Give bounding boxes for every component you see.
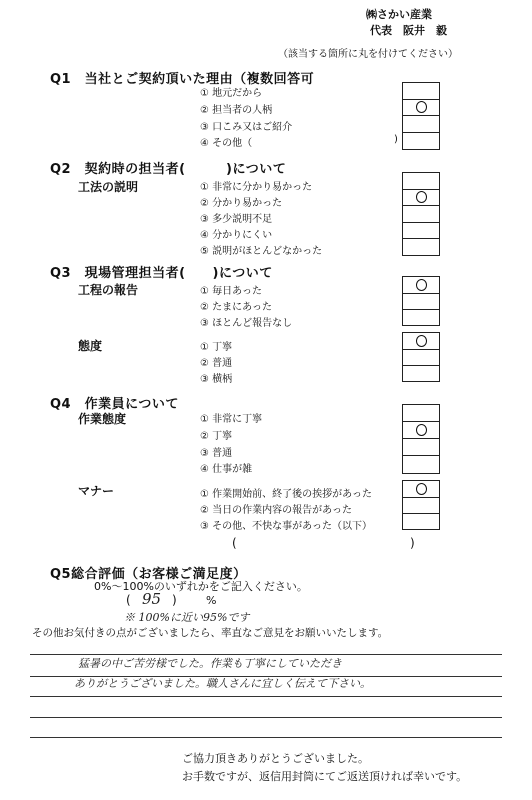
answer-cell[interactable]	[403, 350, 439, 367]
comment-handwritten-2[interactable]: ありがとうございました。職人さんに宜しく伝えて下さい。	[74, 677, 371, 690]
comment-line	[30, 737, 502, 738]
q1-option-3: ③ 口こみ又はご紹介	[200, 122, 293, 133]
q2-option-5: ⑤ 説明がほとんどなかった	[200, 246, 323, 257]
answer-cell-selected[interactable]	[403, 422, 439, 439]
answer-cell[interactable]	[403, 310, 439, 324]
answer-cell[interactable]	[403, 116, 439, 133]
circle-mark-icon	[416, 101, 427, 113]
q4-title: Q4 作業員について	[50, 397, 179, 412]
answer-cell-selected[interactable]	[403, 333, 439, 350]
company-name: ㈱さかい産業	[366, 8, 432, 21]
q2-option-4: ④ 分かりにくい	[200, 230, 273, 241]
answer-cell[interactable]	[403, 405, 439, 422]
q2-answer-box	[402, 172, 440, 256]
answer-cell-selected[interactable]	[403, 190, 439, 207]
answer-cell[interactable]	[403, 83, 439, 100]
comment-line	[30, 696, 502, 697]
comment-handwritten-1[interactable]: 猛暑の中ご苦労様でした。作業も丁寧にしていただき	[78, 657, 342, 670]
answer-cell[interactable]	[403, 223, 439, 240]
q3-option-3: ③ ほとんど報告なし	[200, 318, 293, 329]
q2-subtitle: 工法の説明	[78, 180, 139, 194]
q3-attitude-box	[402, 332, 440, 382]
answer-cell[interactable]	[403, 294, 439, 311]
answer-cell-selected[interactable]	[403, 277, 439, 294]
q5-value[interactable]: 95	[142, 590, 162, 608]
q3-title: Q3 現場管理担当者( )について	[50, 266, 273, 281]
answer-cell[interactable]	[403, 514, 439, 528]
circle-mark-icon	[416, 483, 427, 495]
q3-option2-1: ① 丁寧	[200, 342, 233, 353]
footer-thanks: ご協力頂きありがとうございました。	[182, 752, 369, 765]
answer-cell[interactable]	[403, 133, 439, 149]
q5-instruction: 0%～100%のいずれかをご記入ください。	[94, 580, 308, 593]
q1-other-close: )	[394, 134, 398, 145]
q2-option-3: ③ 多少説明不足	[200, 214, 273, 225]
q4-option-2: ② 丁寧	[200, 431, 233, 442]
q3-subtitle: 工程の報告	[78, 283, 139, 297]
q1-title: Q1 当社とご契約頂いた理由（複数回答可	[50, 72, 315, 87]
q4-manner-box	[402, 480, 440, 530]
circle-mark-icon	[416, 335, 427, 347]
q5-handwritten-note: ※ 100%に近い95%です	[124, 611, 250, 624]
q4-answer-box	[402, 404, 440, 474]
comments-prompt: その他お気付きの点がございましたら、率直なご意見をお願いいたします。	[32, 627, 389, 639]
q4-option-3: ③ 普通	[200, 448, 233, 459]
q4-option-1: ① 非常に丁寧	[200, 414, 263, 425]
circle-mark-icon	[416, 191, 427, 203]
comment-line	[30, 717, 502, 718]
q3-option-2: ② たまにあった	[200, 302, 273, 313]
answer-cell[interactable]	[403, 173, 439, 190]
q3-subtitle-2: 態度	[78, 339, 103, 353]
q5-title: Q5総合評価（お客様ご満足度）	[50, 567, 247, 582]
q3-option2-3: ③ 横柄	[200, 374, 233, 385]
circle-mark-icon	[416, 279, 427, 291]
footer-return-request: お手数ですが、返信用封筒にてご返送頂ければ幸いです。	[182, 770, 468, 783]
answer-cell-selected[interactable]	[403, 481, 439, 498]
answer-cell[interactable]	[403, 456, 439, 472]
q5-unit: %	[206, 594, 217, 607]
q3-answer-box	[402, 276, 440, 326]
answer-cell-selected[interactable]	[403, 100, 439, 117]
q4-subtitle: 作業態度	[78, 412, 127, 426]
q1-option-4: ④ その他（	[200, 138, 253, 149]
q3-option-1: ① 毎日あった	[200, 286, 263, 297]
instruction: （該当する箇所に丸を付けてください）	[278, 49, 458, 60]
q2-option-1: ① 非常に分かり易かった	[200, 182, 313, 193]
q4-subtitle-2: マナー	[78, 484, 115, 498]
representative: 代表 阪井 毅	[370, 24, 447, 37]
answer-cell[interactable]	[403, 206, 439, 223]
q1-answer-box	[402, 82, 440, 150]
answer-cell[interactable]	[403, 239, 439, 254]
q5-paren-open: (	[126, 593, 131, 607]
q4-paren-open: (	[232, 536, 237, 550]
q4-option2-1: ① 作業開始前、終了後の挨拶があった	[200, 489, 373, 500]
answer-cell[interactable]	[403, 439, 439, 456]
q5-paren-close: )	[172, 593, 177, 607]
q1-option-2: ② 担当者の人柄	[200, 105, 273, 116]
q2-option-2: ② 分かり易かった	[200, 198, 283, 209]
q4-option2-3: ③ その他、不快な事があった（以下）	[200, 521, 373, 532]
q4-option2-2: ② 当日の作業内容の報告があった	[200, 505, 353, 516]
answer-cell[interactable]	[403, 366, 439, 380]
circle-mark-icon	[416, 424, 427, 436]
q2-title: Q2 契約時の担当者( )について	[50, 162, 287, 177]
answer-cell[interactable]	[403, 498, 439, 515]
q3-option2-2: ② 普通	[200, 358, 233, 369]
q4-paren-close: )	[410, 536, 415, 550]
q1-option-1: ① 地元だから	[200, 88, 263, 99]
q4-option-4: ④ 仕事が雑	[200, 464, 253, 475]
